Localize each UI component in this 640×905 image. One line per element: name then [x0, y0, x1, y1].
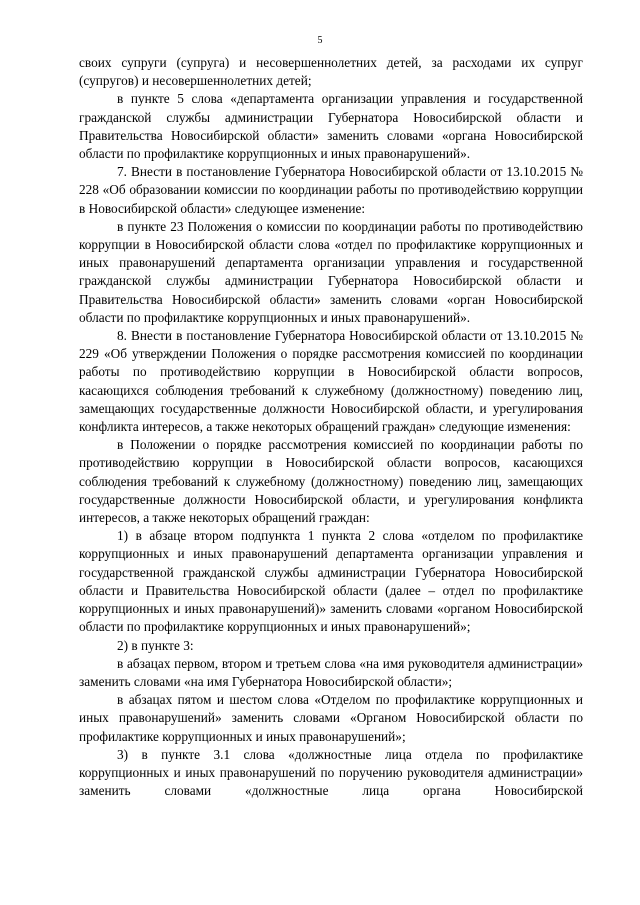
paragraph-7: 2) в пункте 3:	[117, 637, 194, 653]
paragraph-6: 1) в абзаце втором подпункта 1 пункта 2 слова «отделом по профилактике коррупционных и иных правонарушений департамента организации управления и государственной гражданской службы администрации Губернатора Новосибирской области и Правительства Новосибирской области (далее – отдел по профилактике коррупционных и иных правонарушений)» заменить словами «органом Новосибирской области по профилактике коррупционных и иных правонарушений»;	[79, 528, 583, 635]
paragraph-0: своих супруги (супруга) и несовершеннолетних детей, за расходами их супруг (супругов) и несовершеннолетних детей;	[79, 55, 583, 89]
paragraph-8: в абзацах первом, втором и третьем слова «на имя руководителя администрации» заменить словами «на имя Губернатора Новосибирской области»;	[79, 655, 583, 689]
document-body	[79, 54, 583, 800]
paragraph-10: 3) в пункте 3.1 слова «должностные лица отдела по профилактике коррупционных и иных правонарушений по поручению руководителя администрации» заменить словами «должностные лица органа Новосибирской	[79, 746, 583, 799]
paragraph-3: в пункте 23 Положения о комиссии по координации работы по противодействию коррупции в Новосибирской области слова «отдел по профилактике коррупционных и иных правонарушений департамента организации управления и государственной гражданской службы администрации Губернатора Новосибирской области и Правительства Новосибирской области» заменить словами «орган Новосибирской области по профилактике коррупционных и иных правонарушений».	[79, 218, 583, 325]
paragraph-2: 7. Внести в постановление Губернатора Новосибирской области от 13.10.2015 № 228 «Об образовании комиссии по координации работы по противодействию коррупции в Новосибирской области» следующее изменение:	[79, 164, 583, 216]
paragraph-1: в пункте 5 слова «департамента организации управления и государственной гражданской службы администрации Губернатора Новосибирской области и Правительства Новосибирской области» заменить словами «органа Новосибирской области по профилактике коррупционных и иных правонарушений».	[79, 91, 583, 162]
paragraph-5: в Положении о порядке рассмотрения комиссией по координации работы по противодействию коррупции в Новосибирской области вопросов, касающихся соблюдения требований к служебному (должностному) поведению лиц, замещающих государственные должности Новосибирской области, и урегулирования конфликта интересов, а также некоторых обращений граждан:	[79, 437, 583, 526]
page-number: 5	[317, 35, 323, 46]
paragraph-4: 8. Внести в постановление Губернатора Новосибирской области от 13.10.2015 № 229 «Об утверждении Положения о порядке рассмотрения комиссией по координации работы по противодействию коррупции в Новосибирской области вопросов, касающихся соблюдения требований к служебному (должностному) поведению лиц, замещающих государственные должности Новосибирской области, и урегулирования конфликта интересов, а также некоторых обращений граждан» следующие изменения:	[79, 328, 583, 435]
paragraph-9: в абзацах пятом и шестом слова «Отделом по профилактике коррупционных и иных правонарушений» заменить словами «Органом Новосибирской области по профилактике коррупционных и иных правонарушений»;	[79, 692, 583, 744]
